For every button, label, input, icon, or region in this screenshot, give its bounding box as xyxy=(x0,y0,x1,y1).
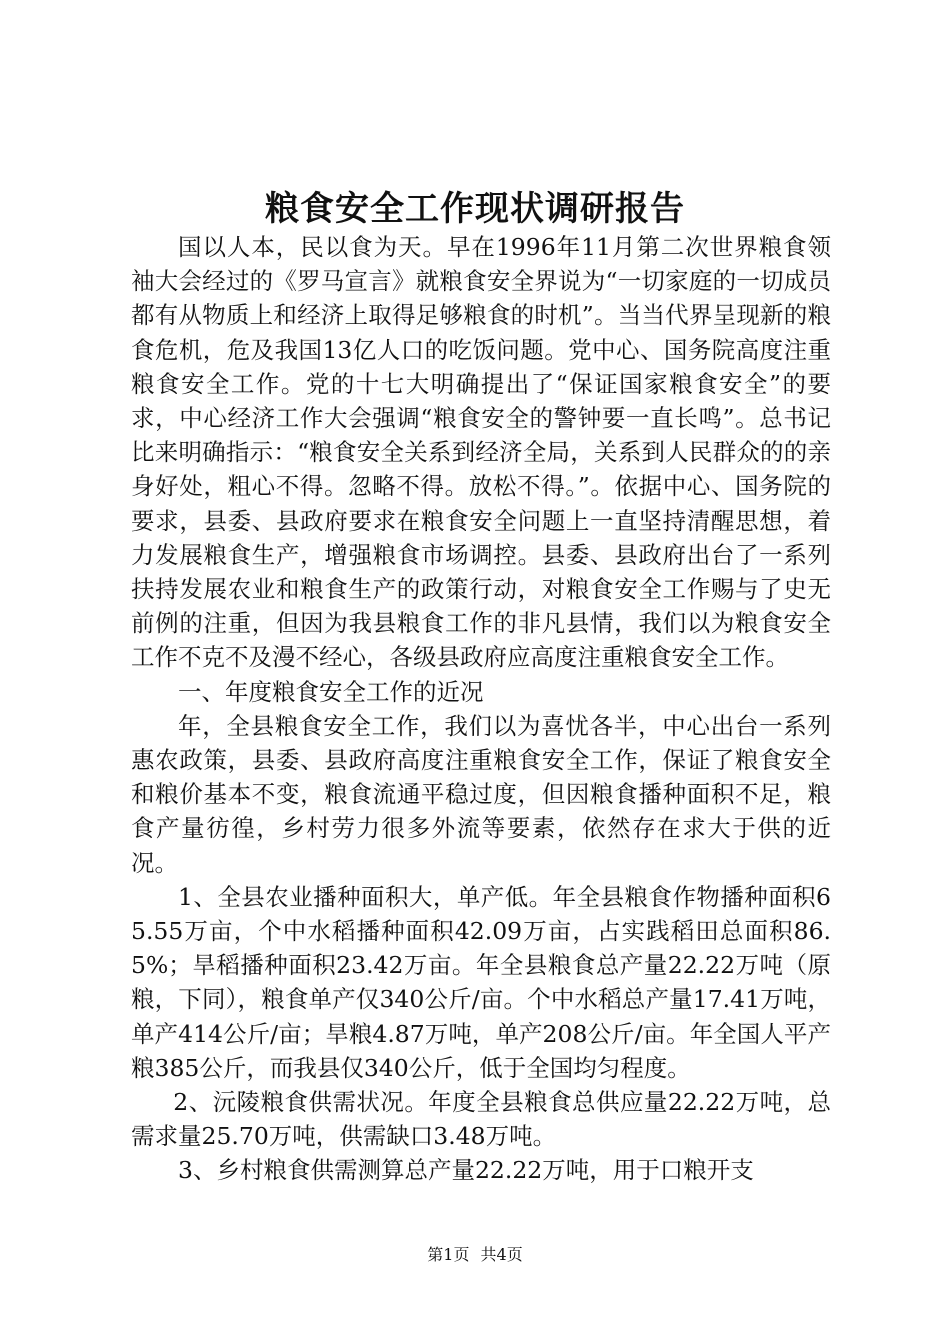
page-footer xyxy=(0,1244,950,1266)
paragraph-item-2: 2、沅陵粮食供需状况。年度全县粮食总供应量22.22万吨，总需求量25.70万吨，供需缺口3.48万吨。 xyxy=(131,1088,831,1151)
paragraph-status: 年，全县粮食安全工作，我们以为喜忧各半，中心出台一系列惠农政策，县委、县政府高度注重粮食安全工作，保证了粮食安全和粮价基本不变，粮食流通平稳过度，但因粮食播种面积不足，粮食产量彷徨，乡村劳力很多外流等要素，依然存在求大于供的近况。 xyxy=(131,711,831,877)
document-body xyxy=(131,230,831,1188)
page-number: 第1页 xyxy=(427,1245,470,1264)
paragraph-item-1: 1、全县农业播种面积大，单产低。年全县粮食作物播种面积65.55万亩，个中水稻播种面积42.09万亩，占实践稻田总面积86.5%；旱稻播种面积23.42万亩。年全县粮食总产量22.22万吨（原粮，下同），粮食单产仅340公斤/亩。个中水稻总产量17.41万吨，单产414公斤/亩；旱粮4.87万吨，单产208公斤/亩。年全国人平产粮385公斤，而我县仅340公斤，低于全国均匀程度。 xyxy=(131,882,831,1082)
paragraph-item-3: 3、乡村粮食供需测算总产量22.22万吨，用于口粮开支 xyxy=(178,1156,754,1185)
document-title: 粮食安全工作现状调研报告 xyxy=(265,189,685,229)
paragraph-intro: 国以人本，民以食为天。早在1996年11月第二次世界粮食领袖大会经过的《罗马宣言》就粮食安全界说为“一切家庭的一切成员都有从物质上和经济上取得足够粮食的时机”。当当代界呈现新的粮食危机，危及我国13亿人口的吃饭问题。党中心、国务院高度注重粮食安全工作。党的十七大明确提出了“保证国家粮食安全”的要求，中心经济工作大会强调“粮食安全的警钟要一直长鸣”。总书记比来明确指示：“粮食安全关系到经济全局，关系到人民群众的的亲身好处，粗心不得。忽略不得。放松不得。”。依据中心、国务院的要求，县委、县政府要求在粮食安全问题上一直坚持清醒思想，着力发展粮食生产，增强粮食市场调控。县委、县政府出台了一系列扶持发展农业和粮食生产的政策行动，对粮食安全工作赐与了史无前例的注重，但因为我县粮食工作的非凡县情，我们以为粮食安全工作不克不及漫不经心，各级县政府应高度注重粮食安全工作。 xyxy=(131,233,831,672)
page-total: 共4页 xyxy=(480,1245,523,1264)
section-heading-1: 一、年度粮食安全工作的近况 xyxy=(178,677,484,706)
